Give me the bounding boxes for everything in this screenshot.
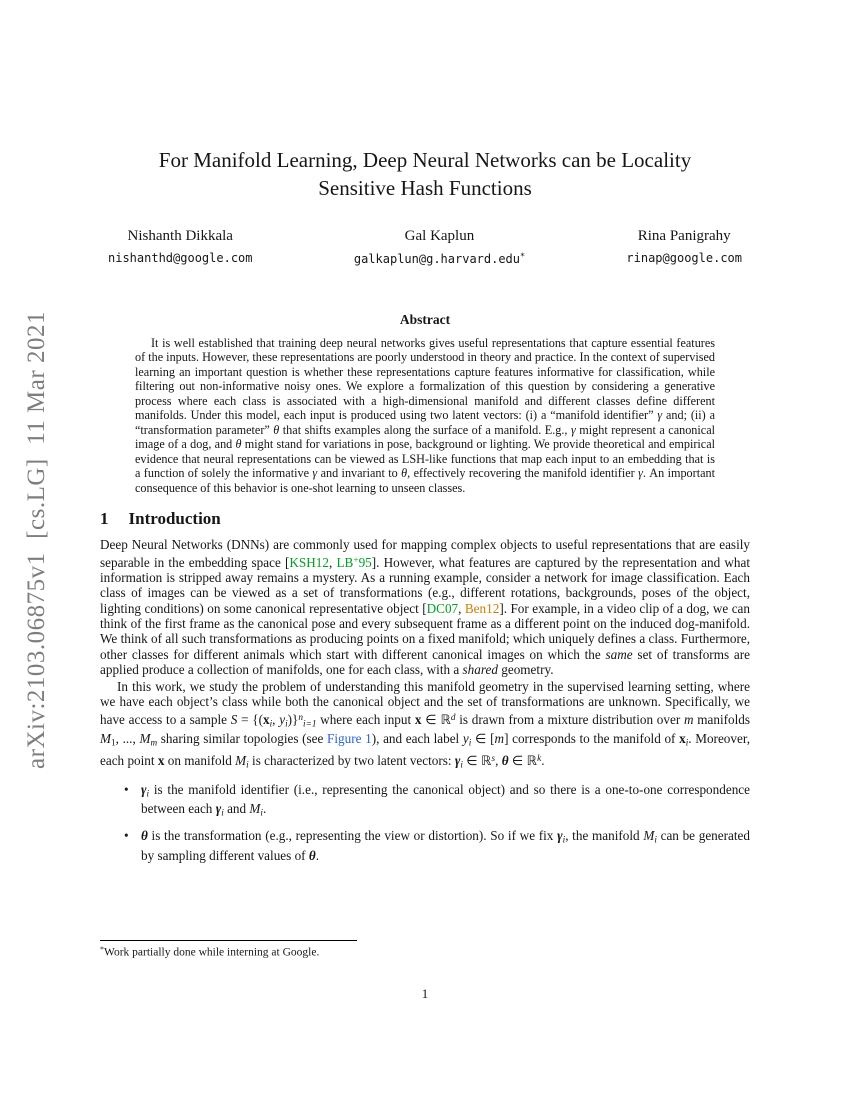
bullet-icon: • [124, 827, 129, 843]
text-run: sharing similar topologies (see [157, 731, 328, 747]
footnote-rule [100, 940, 357, 941]
text-run: is drawn from a mixture distribution over [455, 711, 684, 727]
text-run: i [654, 834, 657, 845]
text-run: x [414, 711, 422, 727]
list-item-2 [100, 828, 750, 863]
text-run: It is well established that training deep neural networks gives useful representations that capture essential features of the inputs. However, these representations are poorly understood in theory and practice. In the context of supervised learning an important question is whether these representations capture features informative for classification, while filtering out non-informative noisy ones. We explore a formalization of this question by considering a generative process where each class is associated with a high-dimensional manifold and different classes define different manifolds. Under this model, each input is produced using two latent vectors: (i) a “manifold identifier” [135, 335, 715, 423]
citation-link[interactable]: + [353, 554, 359, 565]
text-run: d [450, 711, 456, 722]
citation-link[interactable]: DC07 [426, 600, 459, 616]
intro-paragraph-2 [100, 679, 750, 773]
text-run: ]. For example, in a video clip of a dog, we can think of the first frame as the canonical pose and every subsequent frame as a different point on the induced dog-manifold. We think of all such transformations as producing points on a fixed manifold; which uniquely defines a class. Furthermore, other classes for different animals which start with different canonical images on which the [100, 600, 751, 662]
text-run: γ [312, 466, 318, 481]
text-run: that shifts examples along the surface of a manifold. E.g., [279, 422, 571, 437]
text-run: i [260, 807, 263, 818]
text-run: i [468, 737, 472, 748]
text-run: rinap@google.com [626, 251, 742, 265]
text-run: i [146, 788, 150, 799]
author-name: Rina Panigrahy [637, 228, 731, 244]
text-run: i [460, 759, 463, 770]
text-run: . [541, 753, 545, 769]
text-run: can be generated by sampling different values of [141, 827, 750, 863]
text-run: i=1 [303, 718, 317, 729]
citation-link[interactable]: Ben12 [464, 600, 500, 616]
intro-paragraph-1 [100, 537, 750, 677]
text-run: . An important consequence of this behavior is one-shot learning to unseen classes. [135, 466, 715, 495]
text-run: is the manifold identifier (i.e., representing the canonical object) and so there is a one-to-one correspondence between each [141, 781, 750, 817]
author-email [354, 251, 525, 266]
footnote [100, 940, 750, 959]
text-run: θ [501, 753, 509, 769]
text-run: n [298, 711, 304, 722]
text-run: γ [557, 827, 563, 843]
text-run: ]. However, what features are captured by the representation and what information is stripped away remains a mystery. As a running example, consider a network for image classification. Each class of images can be viewed as a set of transformations (e.g., different rotations, backgrounds, poses of the object, lighting conditions) on some canonical representative object [ [100, 554, 751, 616]
text-run: M [643, 827, 655, 843]
text-run: k [537, 753, 542, 764]
text-run: might represent a canonical image of a dog, and [135, 422, 715, 452]
text-run: γ [570, 422, 576, 437]
author-3 [626, 228, 742, 266]
paper-title [100, 146, 750, 202]
text-run: set of transforms are applied produce a collection of manifolds, one for each class, with a [100, 646, 750, 677]
text-run: where each input [316, 711, 415, 727]
bullet-text [141, 828, 750, 863]
author-1 [108, 228, 253, 266]
text-run: and; (ii) a “transformation parameter” [135, 408, 715, 437]
text-run: In this work, we study the problem of understanding this manifold geometry in the supervised learning setting, where we have each object’s class while both the canonical object and the set of transformations are unknown. Specifically, we have access to a sample [100, 679, 750, 727]
paper-title-line2: Sensitive Hash Functions [318, 176, 532, 200]
author-email [626, 251, 742, 265]
text-run: y [462, 731, 469, 747]
text-run: , ..., [115, 731, 140, 747]
text-run: is the transformation (e.g., representing the view or distortion). So if we fix [147, 827, 558, 843]
text-run: and [223, 801, 250, 817]
text-run: γ [638, 466, 643, 481]
text-run: . [315, 847, 320, 863]
text-run: θ [308, 847, 316, 863]
text-run: m [150, 737, 158, 748]
text-run: S [230, 711, 238, 727]
text-run: i [269, 718, 273, 729]
text-run: . Moreover, each point [100, 731, 751, 769]
text-run: , [272, 711, 280, 727]
text-run: x [263, 711, 270, 727]
arxiv-watermark: arXiv:2103.06875v1 [cs.LG] 11 Mar 2021 [23, 311, 50, 769]
bullet-text [141, 782, 750, 821]
text-run: same [605, 646, 633, 662]
text-run: y [279, 711, 286, 727]
paper-content [100, 146, 750, 863]
text-run: ∈ ℝ [462, 753, 492, 769]
section-1-heading [100, 509, 750, 529]
footnote-marker: * [100, 945, 105, 954]
text-run: m [494, 731, 505, 747]
text-run: ), and each label [371, 731, 463, 747]
text-run: ∈ ℝ [421, 711, 451, 727]
text-run: , [495, 753, 502, 769]
text-run: is characterized by two latent vectors: [248, 753, 455, 769]
text-run: M [139, 731, 151, 747]
text-run: M [249, 801, 261, 817]
citation-link[interactable]: LB [336, 554, 354, 570]
text-run: γ [215, 801, 222, 817]
text-run: θ [401, 466, 408, 481]
text-run: = {( [237, 711, 263, 727]
page-number: 1 [421, 986, 429, 1001]
section-title: Introduction [128, 509, 221, 529]
citation-link[interactable]: 95 [358, 554, 372, 570]
list-item-1 [100, 782, 750, 821]
text-run: and invariant to [317, 466, 402, 481]
abstract-text [135, 336, 715, 496]
text-run: x [679, 731, 686, 747]
footnote-body: Work partially done while interning at Google. [104, 946, 320, 959]
text-run: i [685, 737, 689, 748]
text-run: galkaplun@g.harvard.edu [353, 251, 521, 266]
text-run: , effectively recovering the manifold identifier [407, 466, 639, 481]
text-run: ] corresponds to the manifold of [504, 731, 680, 747]
text-run: ∈ ℝ [508, 753, 538, 769]
text-run: Deep Neural Networks (DNNs) are commonly used for mapping complex objects to useful representations that are easily separable in the embedding space [ [100, 537, 750, 570]
text-run: 1 [111, 737, 116, 748]
text-run: i [562, 834, 566, 845]
text-run: M [235, 753, 247, 769]
text-run: γ [657, 408, 663, 423]
text-run: , the manifold [565, 827, 644, 843]
abstract-heading: Abstract [399, 311, 451, 327]
text-run: , [328, 554, 337, 570]
text-run: γ [454, 753, 461, 769]
text-run: shared [462, 661, 498, 677]
text-run: m [683, 711, 694, 727]
citation-link[interactable]: KSH12 [289, 554, 329, 570]
text-run: geometry. [497, 661, 554, 677]
text-run: i [246, 759, 249, 770]
text-run: might stand for variations in pose, background or lighting. We provide theoretical and empirical evidence that neural representations can be viewed as LSH-like functions that map each input to an embedding that is a function of solely the informative [135, 437, 715, 481]
text-run: on manifold [164, 753, 236, 769]
section-number: 1 [100, 509, 109, 529]
text-run: x [157, 753, 165, 769]
bullet-icon: • [124, 781, 129, 797]
bullet-list [100, 782, 750, 863]
author-name: Gal Kaplun [404, 228, 475, 244]
text-run: . [262, 801, 267, 817]
text-run: θ [235, 437, 242, 452]
text-run: )} [287, 711, 299, 727]
text-run: γ [141, 781, 147, 797]
text-run: , [458, 600, 465, 616]
author-email [108, 251, 253, 265]
footnote-text [100, 945, 750, 959]
text-run: M [100, 731, 111, 747]
text-run: ∈ [ [471, 731, 495, 747]
author-block [100, 228, 750, 266]
text-run: i [285, 718, 288, 729]
author-2 [354, 228, 525, 266]
figure-link[interactable]: Figure 1 [327, 731, 372, 747]
author-name: Nishanth Dikkala [127, 228, 233, 244]
paper-title-line1: For Manifold Learning, Deep Neural Networks can be Locality [158, 148, 692, 172]
text-run: i [221, 807, 224, 818]
text-run: θ [273, 422, 280, 437]
text-run: manifolds [693, 711, 750, 727]
text-run: s [491, 753, 496, 764]
text-run: nishanthd@google.com [108, 251, 253, 265]
text-run: * [520, 251, 526, 261]
text-run: θ [141, 827, 148, 843]
